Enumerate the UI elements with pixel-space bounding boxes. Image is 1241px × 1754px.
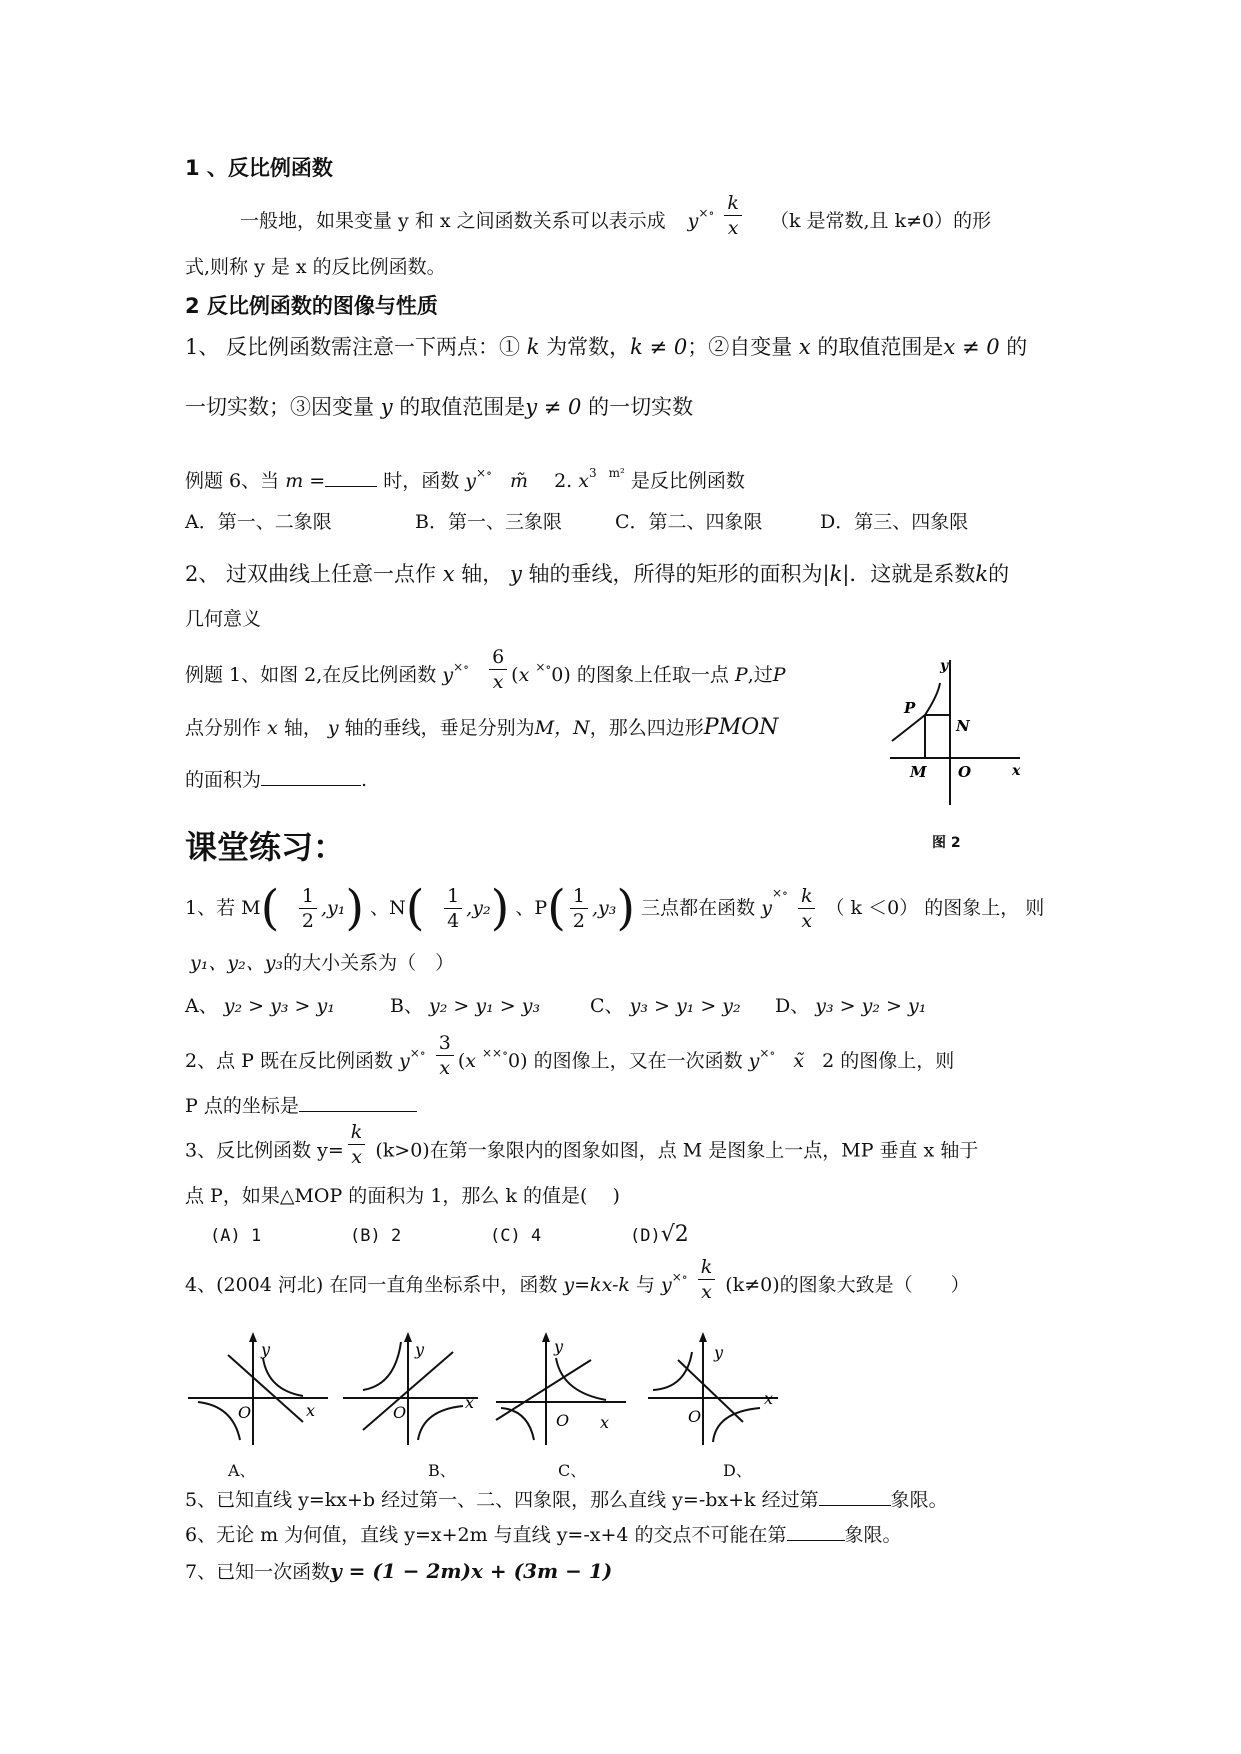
text: ．这就是系数 <box>849 562 976 586</box>
math-y: y <box>399 1050 410 1072</box>
example-1-line-3 <box>185 767 367 793</box>
text: 的取值范围是 <box>817 335 944 359</box>
math-abs-k: |k| <box>822 562 850 586</box>
svg-text:y: y <box>261 1340 271 1359</box>
text: 三点都在函数 <box>641 897 756 919</box>
text: 2 的图像上，则 <box>822 1050 955 1072</box>
numerator: 1 <box>444 884 462 909</box>
label-o: O <box>958 763 972 781</box>
svg-text:O: O <box>238 1403 252 1422</box>
math: k ≠ 0 <box>630 335 688 359</box>
denominator: x <box>801 909 813 932</box>
example-6-options <box>185 509 968 535</box>
text: （k 是常数,且 k≠0）的形 <box>769 210 992 232</box>
text: 的一切实数 <box>588 395 694 419</box>
practice-heading: 课堂练习： <box>185 828 346 866</box>
numerator: k <box>698 1255 716 1280</box>
text: 的图象上任取一点 <box>576 664 729 686</box>
answer-blank[interactable] <box>261 785 361 786</box>
example-6: 例题 6、当 m = 时，函数 y×∘ m̃ 2. $x^{3 m^2}$ 是反比例函数 <box>185 466 745 492</box>
text: 点分别作 <box>185 717 262 739</box>
point-2-line-1 <box>185 560 1009 588</box>
text: . <box>361 769 368 791</box>
graph-a[interactable] <box>188 1332 328 1445</box>
svg-text:x: x <box>306 1401 316 1420</box>
math-y: y <box>327 717 339 739</box>
math-y: y <box>761 897 772 919</box>
sep: 、P <box>515 897 548 919</box>
hyperbola-lower <box>892 715 925 741</box>
text: 与 <box>635 1274 655 1296</box>
text: 象限。 <box>890 1489 948 1511</box>
numerator: 3 <box>436 1031 454 1056</box>
answer-blank[interactable] <box>819 1505 891 1506</box>
text: 3、反比例函数 y= <box>185 1139 344 1162</box>
math-y: y <box>442 664 454 686</box>
glyph: ×∘ <box>453 660 470 674</box>
svg-text:x: x <box>465 1393 475 1412</box>
definition-line-2: 式,则称 y 是 x 的反比例函数。 <box>185 256 446 278</box>
text: ,过 <box>747 664 773 686</box>
text: 一切实数；③因变量 <box>185 395 374 419</box>
graph-label-a: A、 <box>228 1461 256 1480</box>
math-y123: y₁、y₂、y₃ <box>190 952 284 974</box>
svg-text:x: x <box>764 1389 774 1408</box>
fraction-6-over-x <box>489 645 507 694</box>
option-b[interactable]: (B) 2 <box>350 1226 402 1246</box>
label-m: M <box>910 763 927 781</box>
text: 轴， <box>283 717 322 739</box>
numerator: 1 <box>299 884 317 909</box>
paren: ) <box>490 880 510 936</box>
math-x: x <box>798 335 811 359</box>
text: (k>0)在第一象限内的图象如图，点 M 是图象上一点，MP 垂直 x 轴于 <box>375 1139 979 1162</box>
minus <box>431 897 441 919</box>
glyph: ×∘ <box>771 886 788 900</box>
option-a[interactable]: A．第一、二象限 <box>185 511 332 533</box>
question-3-line-1 <box>185 1121 979 1169</box>
question-1-line-1 <box>185 880 1044 950</box>
svg-text:y: y <box>714 1343 724 1362</box>
glyph: ×∘ <box>759 1046 776 1060</box>
math-m-tilde: m̃ <box>510 470 529 492</box>
option-c[interactable]: (C) 4 <box>490 1226 542 1246</box>
math-m: m <box>285 470 304 492</box>
math-x: x <box>267 717 278 739</box>
example-1-line-2 <box>185 715 778 741</box>
glyph: ×∘ <box>476 466 492 480</box>
math-p: P <box>772 664 786 686</box>
math: x ≠ 0 <box>943 335 1000 359</box>
text: (k≠0)的图象大致是（ ） <box>725 1274 970 1296</box>
text: 2、 过双曲线上任意一点作 <box>185 562 437 586</box>
y2: ,y₂ <box>466 897 491 919</box>
text: 的 <box>1006 335 1028 359</box>
question-2-line-1 <box>185 1031 955 1080</box>
paren: ) <box>616 880 636 936</box>
fraction-k-over-x <box>348 1120 366 1169</box>
text: 的图像上，又在一次函数 <box>533 1050 743 1072</box>
math-y: y <box>509 562 522 586</box>
math-k: k <box>975 562 989 586</box>
numerator: k <box>798 884 816 909</box>
text: 一般地，如果变量 y 和 x 之间函数关系可以表示成 <box>240 210 666 232</box>
fraction-1-2 <box>299 884 317 933</box>
text: 的 <box>988 562 1010 586</box>
paren: ( <box>260 880 280 936</box>
text: 7、已知一次函数 <box>185 1561 331 1583</box>
math-k: k <box>526 335 540 359</box>
option-c[interactable]: C、 y₃ > y₁ > y₂ <box>590 995 741 1017</box>
figure-2 <box>880 655 1030 835</box>
question-5 <box>185 1487 948 1513</box>
svg-text:y: y <box>415 1340 425 1359</box>
example-1-line-1 <box>185 645 786 694</box>
section-1-heading: 1 、反比例函数 <box>185 156 333 180</box>
glyph: ×∘ <box>409 1046 426 1060</box>
svg-text:O: O <box>393 1403 407 1422</box>
option-a[interactable]: A、 y₂ > y₃ > y₁ <box>185 995 335 1017</box>
answer-blank[interactable] <box>325 486 377 487</box>
fraction-1-2b <box>570 884 588 933</box>
question-4 <box>185 1255 970 1304</box>
fraction-3-over-x <box>436 1031 454 1080</box>
denominator: 2 <box>572 909 585 932</box>
text: 的面积为 <box>185 769 262 791</box>
text: 轴的垂线，所得的矩形的面积为 <box>528 562 823 586</box>
numerator: k <box>724 191 742 216</box>
math-x: x <box>578 470 589 492</box>
denominator: x <box>701 1280 712 1303</box>
label-n: N <box>956 717 970 735</box>
denominator: x <box>492 670 504 693</box>
question-1-line-2 <box>190 950 454 976</box>
math-formula: y = (1 − 2m)x + (3m − 1) <box>330 1559 613 1583</box>
point-1-line-1 <box>185 333 1027 361</box>
svg-text:O: O <box>688 1407 702 1426</box>
text: 6、无论 m 为何值，直线 y=x+2m 与直线 y=-x+4 的交点不可能在第 <box>185 1524 787 1546</box>
math-pmon: PMON <box>703 715 779 740</box>
graph-b[interactable] <box>343 1332 478 1445</box>
math-y: y <box>380 395 393 419</box>
hyperbola-upper <box>925 683 940 715</box>
text: 为常数， <box>546 335 631 359</box>
option-d[interactable]: D．第三、四象限 <box>820 511 969 533</box>
math-y: y <box>687 210 699 232</box>
question-2-line-2 <box>185 1093 417 1119</box>
graph-label-d: D、 <box>723 1461 752 1480</box>
label-p: P <box>904 699 916 717</box>
text: 5、已知直线 y=kx+b 经过第一、二、四象限，那么直线 y=-bx+k 经过第 <box>185 1489 819 1511</box>
question-3-line-2: 点 P，如果△MOP 的面积为 1，那么 k 的值是( ) <box>185 1185 620 1207</box>
question-4-graphs <box>188 1330 808 1450</box>
denominator: x <box>439 1056 451 1079</box>
graph-label-c: C、 <box>558 1461 587 1480</box>
label-y: y <box>940 658 949 674</box>
text: 轴的垂线，垂足分别为 <box>344 717 535 739</box>
text: 象限。 <box>844 1524 902 1546</box>
numerator: 1 <box>570 884 588 909</box>
math: y ≠ 0 <box>525 395 582 419</box>
graph-c[interactable] <box>496 1332 626 1445</box>
definition-line-1 <box>240 191 992 240</box>
text: 例题 6、当 <box>185 470 280 492</box>
answer-blank[interactable] <box>299 1111 417 1112</box>
glyph: ×∘ <box>698 206 715 220</box>
math-p: P <box>734 664 748 686</box>
text: 4、(2004 河北) 在同一直角坐标系中，函数 <box>185 1274 558 1296</box>
graph-label-b: B、 <box>428 1461 456 1480</box>
section-2-heading: 2 反比例函数的图像与性质 <box>185 294 438 318</box>
y3: ,y₃ <box>591 897 617 919</box>
numerator: k <box>348 1120 366 1145</box>
denominator: x <box>727 216 739 239</box>
y1: ,y₁ <box>320 897 346 919</box>
option-a[interactable]: (A) 1 <box>210 1226 262 1246</box>
fraction-k-over-x <box>698 1255 716 1304</box>
math-two: 2. <box>554 470 573 492</box>
fraction-k-over-x <box>724 191 742 240</box>
figure-2-caption: 图 2 <box>932 835 961 851</box>
answer-blank[interactable] <box>787 1540 845 1541</box>
paren: ( <box>405 880 425 936</box>
option-d[interactable]: (D)√2 <box>630 1222 689 1247</box>
text: 的取值范围是 <box>399 395 526 419</box>
glyph: ×∘ <box>671 1270 688 1284</box>
text: 是反比例函数 <box>630 470 745 492</box>
condition: (x ××∘0) <box>457 1046 528 1072</box>
sep: 、N <box>370 897 406 919</box>
option-b[interactable]: B、 y₂ > y₁ > y₃ <box>390 995 541 1017</box>
option-b[interactable]: B．第一、三象限 <box>415 511 562 533</box>
question-7 <box>185 1558 612 1585</box>
math-y: y <box>465 470 477 492</box>
svg-text:O: O <box>556 1411 570 1430</box>
question-6 <box>185 1522 902 1548</box>
denominator: x <box>351 1146 362 1168</box>
option-d[interactable]: D、 y₃ > y₂ > y₁ <box>775 995 927 1017</box>
question-3-options <box>210 1222 689 1249</box>
denominator: 2 <box>301 909 314 932</box>
text: 轴， <box>461 562 504 586</box>
text: ，那么四边形 <box>589 717 704 739</box>
minus <box>285 897 295 919</box>
text: 时，函数 <box>383 470 460 492</box>
question-1-options <box>185 993 926 1019</box>
point-2-line-2: 几何意义 <box>185 608 262 630</box>
math-y: y <box>748 1050 760 1072</box>
exponent: 3 m² <box>589 466 625 480</box>
paren: ( <box>547 880 566 936</box>
math-x: x <box>442 562 455 586</box>
point-1-line-2 <box>185 393 693 421</box>
svg-text:x: x <box>600 1413 610 1432</box>
text: 2、点 P 既在反比例函数 <box>185 1050 393 1072</box>
text: 的大小关系为（ ） <box>283 952 455 974</box>
text: （ k ＜0） 的图象上， 则 <box>825 897 1045 919</box>
denominator: 4 <box>447 909 460 932</box>
condition: (x ×∘0) <box>511 660 571 686</box>
option-c[interactable]: C．第二、四象限 <box>615 511 763 533</box>
math-x-tilde: x̃ <box>793 1050 805 1072</box>
math-mn: M，N <box>534 717 590 739</box>
math: y=kx-k <box>563 1274 630 1296</box>
numerator: 6 <box>489 645 507 670</box>
label-x: x <box>1012 763 1021 779</box>
graph-d[interactable] <box>648 1332 778 1445</box>
fraction-1-4 <box>444 884 462 933</box>
text: ；②自变量 <box>687 335 793 359</box>
text: 例题 1、如图 2,在反比例函数 <box>185 664 437 686</box>
fraction-k-over-x <box>798 884 816 933</box>
svg-text:y: y <box>554 1337 564 1356</box>
paren: ) <box>345 880 365 936</box>
math-y: y <box>661 1274 672 1296</box>
text: P 点的坐标是 <box>185 1095 299 1117</box>
text: 1、若 M <box>185 897 261 919</box>
text: 1、 反比例函数需注意一下两点：① <box>185 335 521 359</box>
